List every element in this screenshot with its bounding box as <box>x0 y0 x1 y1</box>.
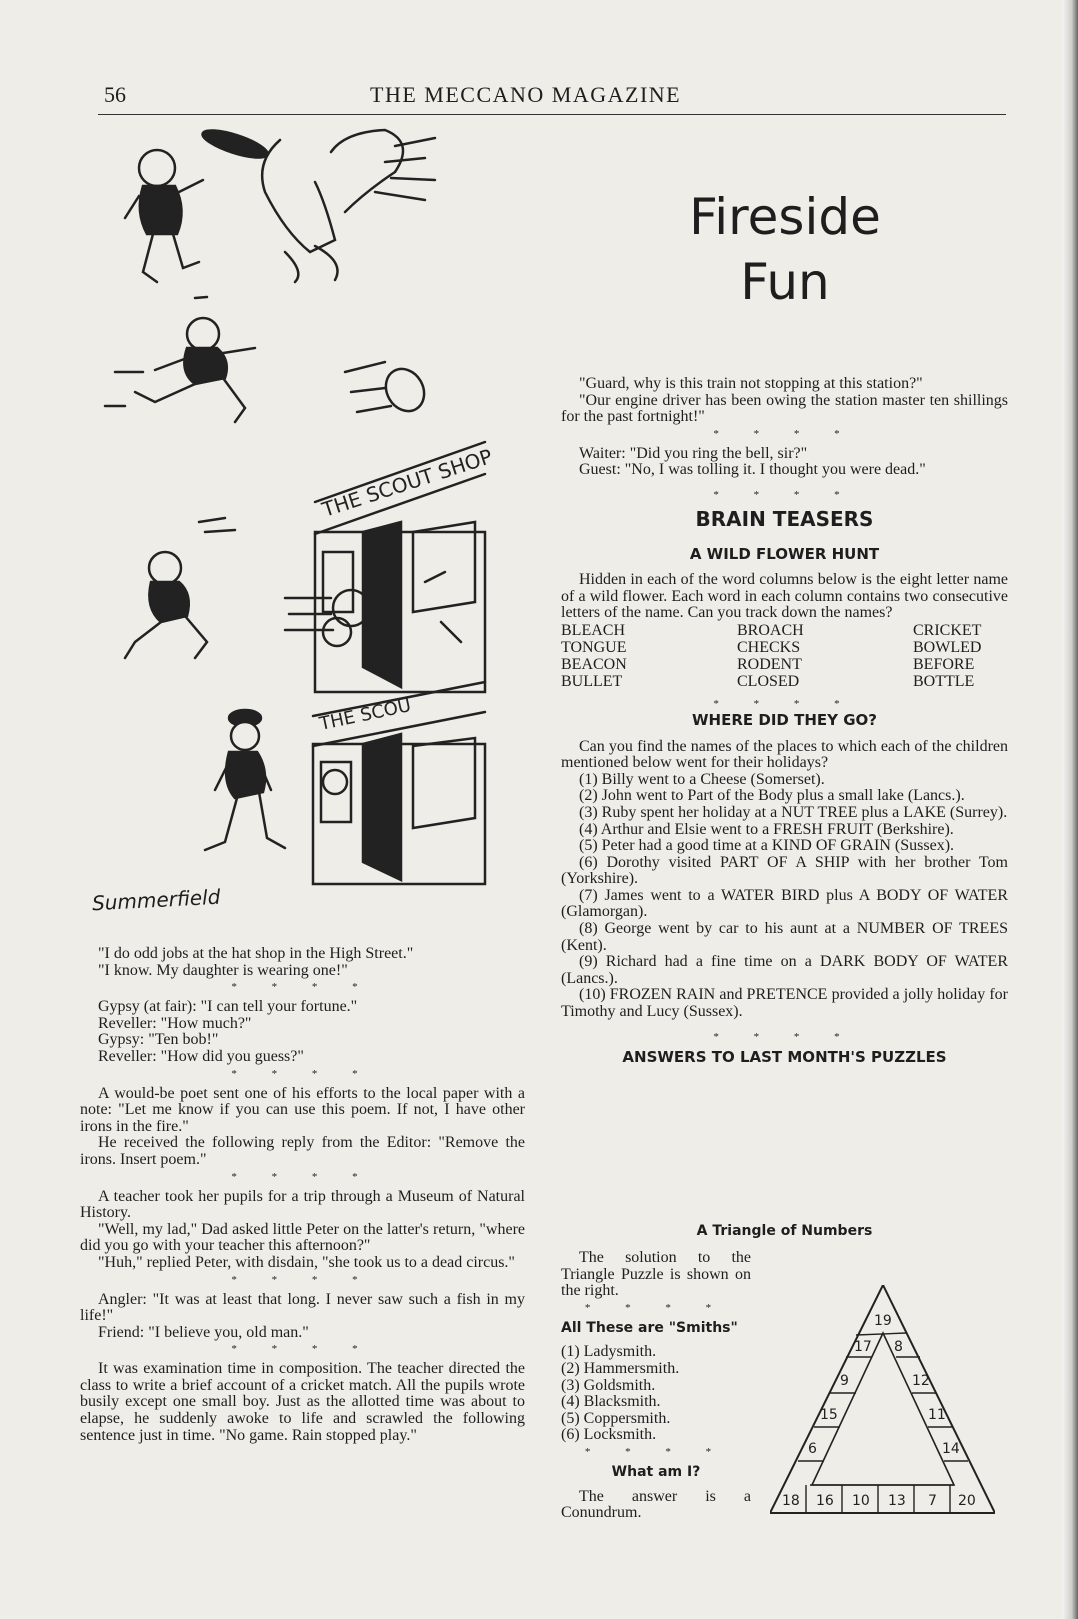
what-heading: What am I? <box>611 1463 701 1480</box>
word: BROACH <box>737 621 804 639</box>
clue: (3) Ruby spent her holiday at a NUT TREE plus a LAKE (Surrey). <box>579 803 1008 821</box>
magazine-title: THE MECCANO MAGAZINE <box>370 82 682 107</box>
joke-line: "Guard, why is this train not stopping at this station?" <box>579 375 923 392</box>
triangle-number: 16 <box>816 1493 834 1509</box>
scan-edge <box>1062 0 1078 1619</box>
feature-title-line-1: Fireside <box>689 188 881 246</box>
word: BULLET <box>561 672 623 690</box>
cartoon-panel-chase <box>105 318 432 422</box>
triangle-number: 8 <box>894 1339 903 1355</box>
triangle-number: 15 <box>820 1407 838 1423</box>
clue: (10) FROZEN RAIN and PRETENCE provided a jolly holiday for Timothy and Lucy (Sussex). <box>561 986 1008 1021</box>
clue: (4) Arthur and Elsie went to a FRESH FRUIT (Berkshire). <box>579 820 954 838</box>
separator-stars: * * * * <box>231 1273 374 1286</box>
feature-title-line-2: Fun <box>740 253 830 311</box>
clue: (5) Peter had a good time at a KIND OF GRAIN (Sussex). <box>579 837 955 855</box>
word-columns <box>561 622 1008 690</box>
triangle-number: 7 <box>928 1493 937 1509</box>
joke-line: He received the following reply from the Editor: "Remove the irons. Insert poem." <box>80 1134 525 1168</box>
what-answer: The answer is a Conundrum. <box>561 1487 751 1522</box>
cartoon-panel-shop <box>125 442 495 692</box>
word: BOWLED <box>913 638 982 656</box>
separator-stars: * * * * <box>231 1343 374 1356</box>
separator-stars: * * * * <box>584 1445 728 1458</box>
separator-stars: * * * * <box>231 1170 374 1183</box>
word: TONGUE <box>561 638 627 656</box>
clue: (1) Billy went to a Cheese (Somerset). <box>579 770 825 788</box>
joke-line: Gypsy: "Ten bob!" <box>98 1031 219 1049</box>
answers-heading: ANSWERS TO LAST MONTH'S PUZZLES <box>622 1047 947 1066</box>
answers-block <box>561 1250 751 1522</box>
puzzle-intro: Can you find the names of the places to which each of the children mentioned below went for their holidays? <box>561 737 1008 772</box>
feature-title <box>560 185 1010 315</box>
cartoon-panel-wind <box>125 125 435 298</box>
separator-stars: * * * * <box>231 981 374 994</box>
triangle-number: 10 <box>852 1493 870 1509</box>
joke-line: Reveller: "How did you guess?" <box>98 1047 304 1065</box>
word: BEACON <box>561 655 627 673</box>
word: BLEACH <box>561 621 625 639</box>
joke-line: Gypsy (at fair): "I can tell your fortune." <box>98 998 358 1016</box>
triangle-number: 6 <box>808 1441 817 1457</box>
joke-line: Waiter: "Did you ring the bell, sir?" <box>579 444 808 462</box>
joke-line: Angler: "It was at least that long. I never saw such a fish in my life!" <box>80 1290 525 1325</box>
joke-line: Friend: "I believe you, old man." <box>98 1323 309 1341</box>
smith-answer: (3) Goldsmith. <box>561 1376 656 1394</box>
joke-line: Reveller: "How much?" <box>98 1014 252 1032</box>
triangle-number: 17 <box>854 1339 872 1355</box>
clue: (9) Richard had a fine time on a DARK BODY OF WATER (Lancs.). <box>561 953 1008 987</box>
word: RODENT <box>737 655 802 673</box>
puzzle-intro: Hidden in each of the word columns below is the eight letter name of a wild flower. Each word in each column contains two consecutive letters of the name. Can you track down the names? <box>561 571 1008 622</box>
joke-line: "Well, my lad," Dad asked little Peter on the latter's return, "where did you go with your teacher this afternoon?" <box>80 1220 525 1255</box>
shop-sign-text-2: THE SCOU <box>317 695 413 735</box>
header-rule <box>98 114 1006 115</box>
smith-answer: (4) Blacksmith. <box>561 1393 661 1411</box>
joke-line: "I do odd jobs at the hat shop in the High Street." <box>98 945 414 962</box>
artist-signature: Summerfield <box>91 884 221 916</box>
clue: (7) James went to a WATER BIRD plus A BODY OF WATER (Glamorgan). <box>561 886 1008 921</box>
clue: (6) Dorothy visited PART OF A SHIP with her brother Tom (Yorkshire). <box>561 853 1008 888</box>
smith-answer: (1) Ladysmith. <box>561 1343 657 1361</box>
separator-stars: * * * * <box>231 1067 374 1080</box>
cartoon-panel-shop-end <box>205 682 485 884</box>
triangle-number: 11 <box>928 1407 946 1423</box>
triangle-heading: A Triangle of Numbers <box>696 1223 873 1239</box>
joke-line: A would-be poet sent one of his efforts to the local paper with a note: "Let me know if you can use this poem. If not, I have other irons in the fire." <box>80 1084 525 1135</box>
puzzle-heading: WHERE DID THEY GO? <box>692 710 877 729</box>
section-heading: BRAIN TEASERS <box>695 506 874 531</box>
joke-line: It was examination time in composition. The teacher directed the class to write a brief account of a cricket match. All the pupils wrote busily except one small boy. Just as the allotted time was about to elapse, he suddenly awoke to life and scrawled the following sentence just in time. "No game. Rain stopped play." <box>80 1360 525 1444</box>
separator-stars: * * * * <box>584 1301 728 1314</box>
triangle-number: 13 <box>888 1493 906 1509</box>
shop-sign-text: THE SCOUT SHOP <box>319 444 496 522</box>
number-triangle <box>770 1285 995 1515</box>
clue: (2) John went to Part of the Body plus a small lake (Lancs.). <box>579 787 965 805</box>
separator-stars: * * * * <box>713 1030 856 1043</box>
joke-line: "Huh," replied Peter, with disdain, "she took us to a dead circus." <box>98 1253 515 1271</box>
smith-answer: (5) Coppersmith. <box>561 1409 671 1427</box>
triangle-number: 20 <box>958 1493 976 1509</box>
triangle-text: The solution to the Triangle Puzzle is shown on the right. <box>561 1249 751 1300</box>
smith-answer: (6) Locksmith. <box>561 1426 657 1444</box>
joke-line: A teacher took her pupils for a trip through a Museum of Natural History. <box>80 1187 525 1222</box>
triangle-number: 19 <box>874 1313 892 1329</box>
joke-line: "Our engine driver has been owing the station master ten shillings for the past fortnight!" <box>561 391 1008 426</box>
joke-line: "I know. My daughter is wearing one!" <box>98 961 348 979</box>
word: CRICKET <box>913 621 982 639</box>
right-column <box>561 376 1008 1075</box>
cartoon-strip <box>95 122 535 942</box>
word: CHECKS <box>737 638 801 656</box>
joke-line: Guest: "No, I was tolling it. I thought you were dead." <box>579 461 926 479</box>
triangle-number: 9 <box>840 1373 849 1389</box>
left-column <box>80 946 525 1444</box>
word: BOTTLE <box>913 672 975 690</box>
separator-stars: * * * * <box>713 427 856 440</box>
smith-answer: (2) Hammersmith. <box>561 1359 680 1377</box>
word: CLOSED <box>737 672 800 690</box>
separator-stars: * * * * <box>713 488 856 501</box>
page-number: 56 <box>104 82 126 107</box>
smiths-heading: All These are "Smiths" <box>561 1319 738 1336</box>
triangle-number: 18 <box>782 1493 800 1509</box>
triangle-number: 14 <box>942 1441 960 1457</box>
puzzle-heading: A WILD FLOWER HUNT <box>689 544 880 563</box>
clue: (8) George went by car to his aunt at a NUMBER OF TREES (Kent). <box>561 920 1008 954</box>
triangle-number: 12 <box>912 1373 930 1389</box>
word: BEFORE <box>913 655 975 673</box>
separator-stars: * * * * <box>713 697 856 710</box>
